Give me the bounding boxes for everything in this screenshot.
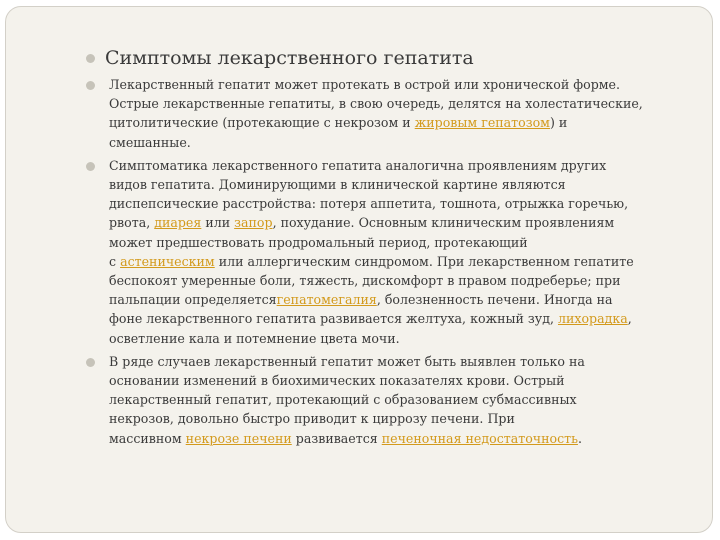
text-segment: , похудание. Основным клиническим проявлениям [272, 215, 615, 231]
paragraph-text [109, 75, 686, 152]
bullet-icon [86, 358, 95, 367]
text-segment: Лекарственный гепатит может протекать в острой или хронической форме. [109, 77, 621, 92]
text-line [109, 409, 686, 428]
title-row [86, 45, 474, 71]
body-text [86, 75, 686, 452]
text-segment: В ряде случаев лекарственный гепатит может быть выявлен только на [109, 353, 585, 369]
text-segment: или [201, 215, 235, 231]
term-link[interactable]: некрозе печени [185, 430, 292, 446]
bullet-icon [86, 54, 95, 63]
text-segment: , [627, 311, 632, 327]
text-segment: диспепсические расстройства: потеря аппетита, тошнота, отрыжка горечью, [109, 196, 629, 212]
text-line [109, 309, 686, 328]
text-segment: , болезненность печени. Иногда на [376, 292, 613, 308]
text-segment: пальпации определяется [109, 292, 277, 308]
paragraph-text [109, 352, 686, 448]
bullet-icon [86, 162, 95, 171]
text-segment: или аллергическим синдромом. При лекарственном гепатите [214, 253, 634, 269]
term-link[interactable]: печеночная недостаточность [381, 430, 578, 446]
term-link[interactable]: гепатомегалия [276, 292, 377, 308]
text-segment: массивном [109, 430, 186, 446]
text-segment: ) и [549, 115, 568, 131]
text-segment: осветление кала и потемнение цвета мочи. [109, 330, 400, 346]
term-link[interactable]: лихорадка [557, 311, 628, 327]
text-segment: рвота, [109, 215, 155, 231]
text-segment: развивается [291, 430, 382, 446]
text-segment: цитолитические (протекающие с некрозом и [109, 115, 415, 131]
text-segment: фоне лекарственного гепатита развивается желтуха, кожный зуд, [109, 311, 558, 327]
text-line [109, 133, 686, 152]
text-line [109, 75, 686, 94]
text-line [109, 94, 686, 113]
text-segment: основании изменений в биохимических показателях крови. Острый [109, 373, 565, 389]
text-line [109, 233, 686, 252]
term-link[interactable]: жировым гепатозом [414, 115, 550, 131]
text-line [109, 113, 686, 132]
text-line [109, 371, 686, 390]
text-segment: Острые лекарственные гепатиты, в свою очередь, делятся на холестатические, [109, 96, 643, 112]
text-segment: некрозов, довольно быстро приводит к циррозу печени. При [109, 411, 515, 427]
text-segment: смешанные. [109, 134, 191, 150]
text-line [109, 175, 686, 194]
text-line [109, 213, 686, 232]
term-link[interactable]: запор [234, 215, 273, 231]
text-line [109, 352, 686, 371]
bullet-icon [86, 81, 95, 90]
text-line [109, 290, 686, 309]
text-segment: с [109, 253, 121, 269]
slide-title: Симптомы лекарственного гепатита [105, 47, 474, 69]
slide-panel [5, 6, 713, 533]
term-link[interactable]: диарея [154, 215, 202, 231]
text-line [109, 271, 686, 290]
text-line [109, 429, 686, 448]
text-line [109, 329, 686, 348]
paragraph-text [109, 156, 686, 348]
bullet-paragraph [86, 352, 686, 448]
text-segment: видов гепатита. Доминирующими в клинической картине являются [109, 177, 566, 193]
text-segment: лекарственный гепатит, протекающий с образованием субмассивных [109, 392, 577, 408]
text-line [109, 156, 686, 175]
text-line [109, 390, 686, 409]
term-link[interactable]: астеническим [120, 253, 215, 269]
bullet-paragraph [86, 156, 686, 348]
text-segment: беспокоят умеренные боли, тяжесть, дискомфорт в правом подреберье; при [109, 273, 621, 289]
text-line [109, 252, 686, 271]
text-segment: может предшествовать продромальный период, протекающий [109, 234, 528, 250]
text-segment: Симптоматика лекарственного гепатита аналогична проявлениям других [109, 157, 607, 173]
bullet-paragraph [86, 75, 686, 152]
text-segment: . [577, 430, 582, 446]
text-line [109, 194, 686, 213]
